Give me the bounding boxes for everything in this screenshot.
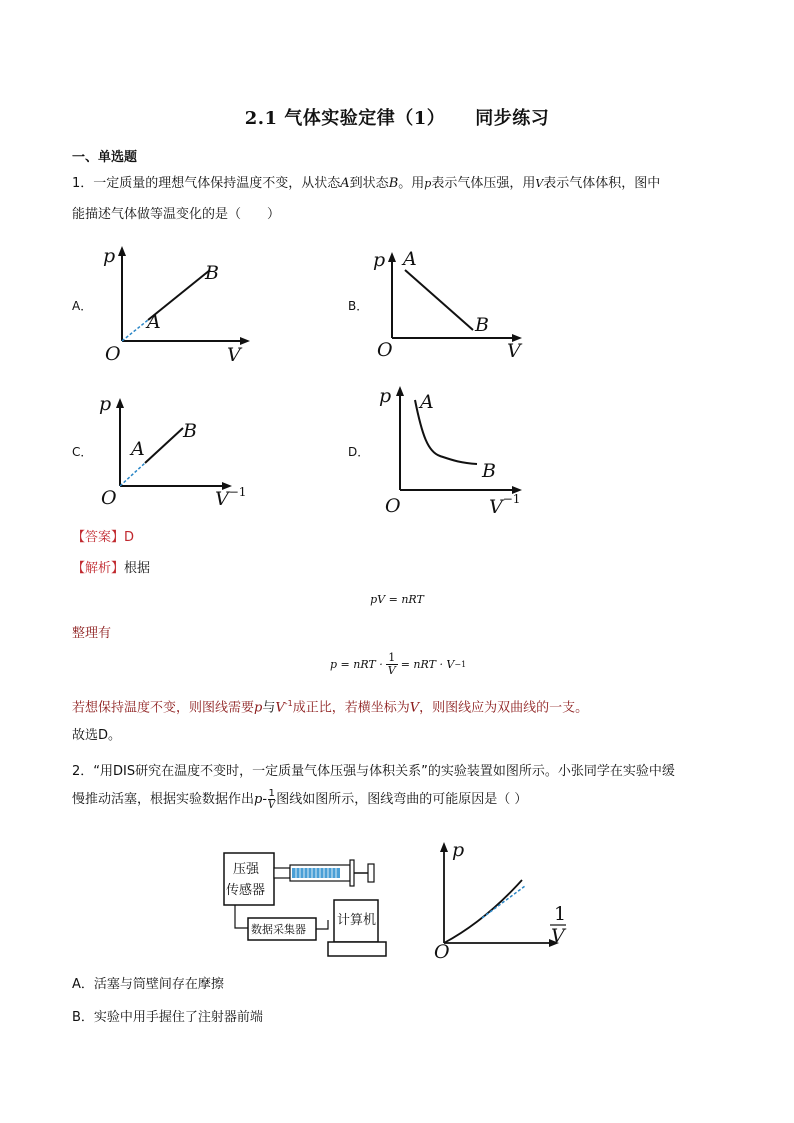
sensor-label-1: 压强 — [233, 862, 260, 877]
question-1-line-1: 1．一定质量的理想气体保持温度不变，从状态A到状态B。用p表示气体压强，用V表示气体体积，图中 — [72, 176, 661, 191]
question-2-line-2: 慢推动活塞，根据实验数据作出 p - 1 V 图线如图所示，图线弯曲的可能原因是（ ） — [72, 788, 528, 811]
page-title: 2.1 气体实验定律（1） 同步练习 — [244, 108, 550, 129]
conclusion-line: 若想保持温度不变，则图线需要p与$V^{-1}$成正比，若横坐标为V，则图线应为双曲线的一支。 — [72, 699, 589, 716]
section-heading: 一、单选题 — [72, 150, 138, 165]
p-label: p — [452, 839, 465, 861]
arrange-text: 整理有 — [72, 626, 112, 641]
choose-line: 故选D。 — [72, 728, 122, 743]
equation-rearranged: p = nRT · $\frac{1}{V}$ = nRT · V −1 — [330, 651, 467, 677]
y-axis-arrow — [118, 246, 126, 256]
origin-label: O — [377, 339, 393, 361]
extension-dashed-line — [120, 463, 145, 486]
p-label: p — [99, 393, 112, 415]
graph-option-a — [95, 240, 265, 370]
y-axis-arrow — [396, 386, 404, 396]
option-b-q2[interactable]: B．实验中用手握住了注射器前端 — [72, 1010, 263, 1025]
point-b-label: B — [183, 420, 197, 442]
collector-label: 数据采集器 — [251, 923, 306, 936]
origin-label: O — [101, 487, 117, 509]
point-a-label: A — [147, 311, 161, 333]
origin-label: O — [434, 941, 450, 963]
graph-line — [145, 428, 183, 463]
question-2-line-1: 2．“用DIS研究在温度不变时，一定质量气体压强与体积关系”的实验装置如图所示。小张同学在实验中缓 — [72, 764, 675, 779]
syringe-flange — [350, 860, 354, 886]
option-a-label[interactable]: A． — [72, 299, 93, 313]
option-a-q2[interactable]: A．活塞与筒壁间存在摩擦 — [72, 977, 224, 992]
equation-ideal-gas: pV = nRT — [370, 593, 424, 606]
graph-option-b — [365, 240, 535, 370]
point-a-label: A — [131, 438, 145, 460]
y-axis-arrow — [440, 842, 448, 852]
graph-line — [405, 270, 473, 330]
sensor-label-2: 传感器 — [226, 883, 266, 898]
p-label: p — [373, 249, 386, 271]
answer-line: 【答案】D — [72, 530, 135, 545]
option-d-label[interactable]: D． — [348, 445, 370, 459]
origin-label: O — [105, 343, 121, 365]
syringe-nozzle — [274, 868, 290, 878]
v-inverse-label: $V^{-1}$ — [215, 485, 247, 510]
graph-option-c — [95, 390, 265, 515]
point-a-label: A — [403, 248, 417, 270]
computer-base — [328, 942, 386, 956]
y-axis-arrow — [116, 398, 124, 408]
v-label: V — [227, 344, 241, 366]
point-a-label: A — [420, 391, 434, 413]
computer-label: 计算机 — [337, 913, 377, 928]
question-1-line-2: 能描述气体做等温变化的是（ ） — [72, 207, 281, 222]
p-label: p — [379, 385, 392, 407]
origin-label: O — [385, 495, 401, 517]
syringe-plunger-handle — [368, 864, 374, 882]
y-axis-arrow — [388, 252, 396, 262]
cable-sensor-collector — [235, 905, 248, 928]
p-label: p — [103, 245, 116, 267]
point-b-label: B — [482, 460, 496, 482]
point-b-label: B — [475, 314, 489, 336]
extension-dashed-line — [122, 320, 148, 341]
cable-collector-computer — [316, 920, 328, 929]
dis-apparatus-diagram — [210, 850, 410, 965]
x-axis-arrow — [240, 337, 250, 345]
option-b-label[interactable]: B． — [348, 299, 369, 313]
v-label: V — [507, 340, 521, 362]
fraction-denominator: V — [551, 925, 565, 947]
graph-option-d — [365, 380, 535, 520]
curved-graph-line — [444, 880, 522, 943]
analysis-line: 【解析】根据 — [72, 561, 151, 576]
point-b-label: B — [205, 262, 219, 284]
v-inverse-label: $V^{-1}$ — [489, 492, 521, 518]
option-c-label[interactable]: C． — [72, 445, 93, 459]
fraction-numerator: 1 — [554, 903, 567, 925]
p-inverse-v-graph — [430, 836, 580, 961]
